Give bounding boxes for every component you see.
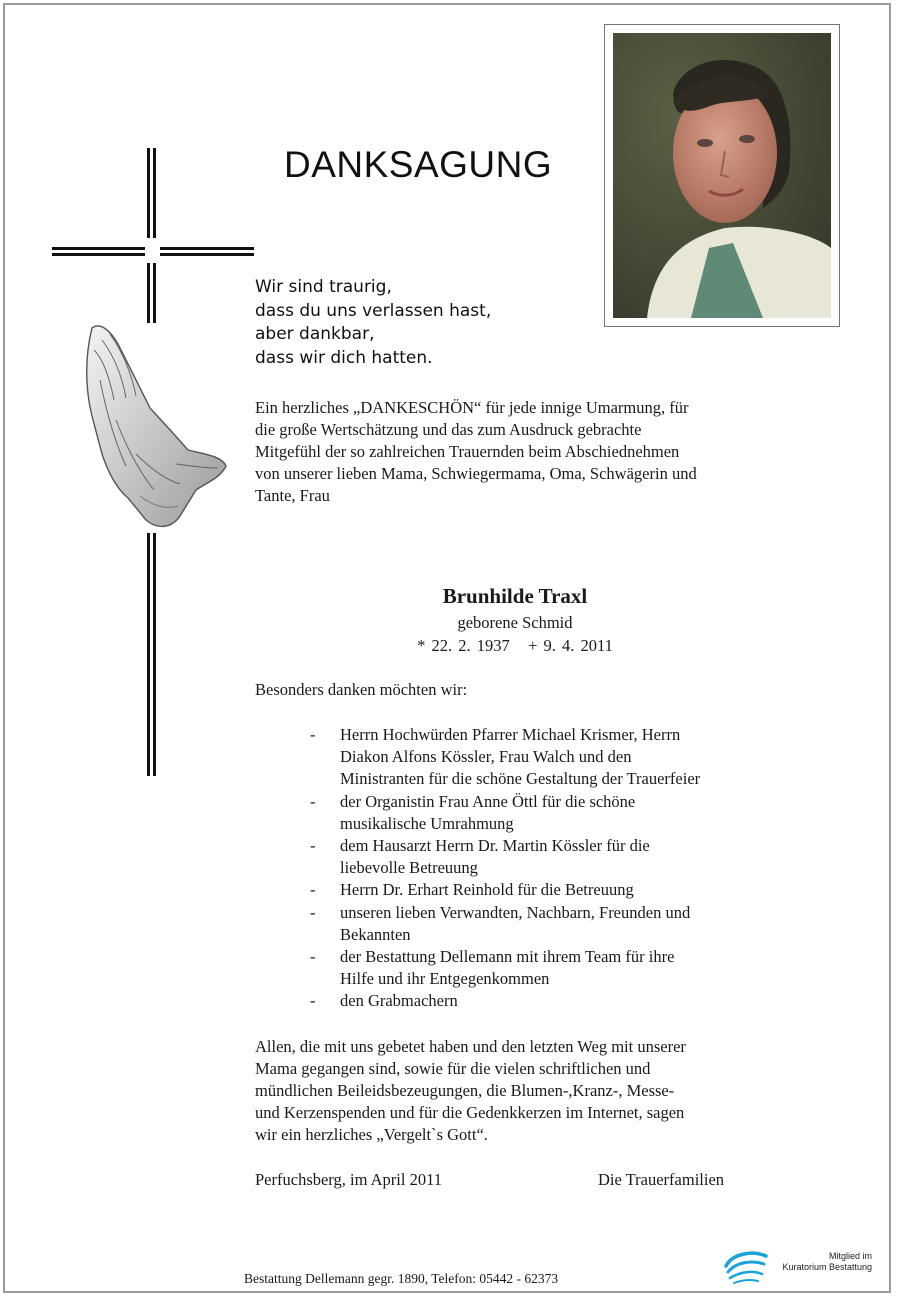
- intro-line: von unserer lieben Mama, Schwiegermama, Oma, Schwägerin und: [255, 464, 697, 483]
- poem-line: Wir sind traurig,: [255, 277, 392, 297]
- logo-line: Kuratorium Bestattung: [782, 1262, 872, 1272]
- list-dash: -: [310, 836, 316, 856]
- intro-paragraph: [255, 397, 697, 507]
- footer-text: Bestattung Dellemann gegr. 1890, Telefon: 05442 - 62373: [244, 1271, 559, 1286]
- list-item-line: Hilfe und ihr Entgegenkommen: [340, 969, 550, 989]
- poem-line: dass du uns verlassen hast,: [255, 300, 492, 321]
- list-item-line: unseren lieben Verwandten, Nachbarn, Freunden und: [340, 902, 691, 922]
- list-dash: -: [310, 880, 316, 900]
- list-item-line: Herrn Dr. Erhart Reinhold für die Betreuung: [340, 880, 634, 900]
- list-dash: -: [310, 791, 316, 811]
- list-dash: -: [310, 902, 316, 922]
- list-item-line: musikalische Umrahmung: [340, 813, 514, 833]
- list-item: [310, 902, 700, 946]
- cross-horizontal-right: [160, 247, 254, 256]
- closing-line: Allen, die mit uns gebetet haben und den letzten Weg mit unserer: [255, 1037, 686, 1056]
- closing-line: Mama gegangen sind, sowie für die vielen schriftlichen und: [255, 1059, 651, 1078]
- poem-line: dass wir dich hatten.: [255, 347, 433, 368]
- portrait-frame: [604, 24, 840, 327]
- list-dash: -: [310, 725, 316, 744]
- list-item-line: der Bestattung Dellemann mit ihrem Team für ihre: [340, 947, 675, 967]
- intro-line: Mitgefühl der so zahlreichen Trauernden beim Abschiednehmen: [255, 442, 680, 461]
- list-item: [310, 946, 700, 990]
- thanks-heading: Besonders danken möchten wir:: [255, 680, 468, 699]
- place-date: Perfuchsberg, im April 2011: [255, 1170, 442, 1189]
- list-item-line: Bekannten: [340, 924, 411, 944]
- portrait-photo: [613, 33, 831, 318]
- page-title: DANKSAGUNG: [284, 144, 553, 185]
- closing-line: mündlichen Beileidsbezeugungen, die Blumen-,Kranz-, Messe-: [255, 1081, 675, 1100]
- list-item-line: Herrn Hochwürden Pfarrer Michael Krismer, Herrn: [340, 725, 681, 744]
- list-item: [310, 791, 700, 835]
- logo-line: Mitglied im: [828, 1251, 872, 1261]
- intro-line: Tante, Frau: [255, 486, 330, 505]
- praying-hands-icon: [80, 320, 228, 532]
- cross-vertical-top: [147, 148, 156, 238]
- cross-horizontal-left: [52, 247, 145, 256]
- kuratorium-logo-icon: [722, 1246, 770, 1286]
- list-item: [310, 724, 700, 791]
- maiden-name: geborene Schmid: [457, 613, 573, 632]
- signature: Die Trauerfamilien: [598, 1170, 725, 1189]
- logo-text: [772, 1251, 872, 1273]
- life-dates: * 22. 2. 1937 + 9. 4. 2011: [417, 636, 613, 655]
- poem-line: aber dankbar,: [255, 324, 375, 344]
- list-item-line: liebevolle Betreuung: [340, 858, 478, 878]
- list-item: [310, 879, 700, 901]
- thanks-list: [310, 724, 700, 1013]
- list-item: [310, 990, 700, 1012]
- closing-line: und Kerzenspenden und für die Gedenkkerzen im Internet, sagen: [255, 1103, 685, 1122]
- closing-line: wir ein herzliches „Vergelt`s Gott“.: [255, 1125, 488, 1144]
- intro-line: die große Wertschätzung und das zum Ausdruck gebrachte: [255, 420, 642, 439]
- poem: [255, 276, 491, 370]
- list-item-line: Ministranten für die schöne Gestaltung der Trauerfeier: [340, 769, 701, 789]
- list-dash: -: [310, 947, 316, 967]
- cross-vertical-middle: [147, 263, 156, 323]
- list-dash: -: [310, 991, 316, 1011]
- closing-paragraph: [255, 1036, 686, 1146]
- list-item-line: dem Hausarzt Herrn Dr. Martin Kössler für die: [340, 836, 650, 856]
- list-item-line: der Organistin Frau Anne Öttl für die schöne: [340, 791, 636, 811]
- list-item-line: den Grabmachern: [340, 991, 458, 1011]
- list-item: [310, 835, 700, 879]
- deceased-name: Brunhilde Traxl: [442, 584, 588, 608]
- intro-line: Ein herzliches „DANKESCHÖN“ für jede innige Umarmung, für: [255, 398, 689, 417]
- list-item-line: Diakon Alfons Kössler, Frau Walch und den: [340, 747, 632, 767]
